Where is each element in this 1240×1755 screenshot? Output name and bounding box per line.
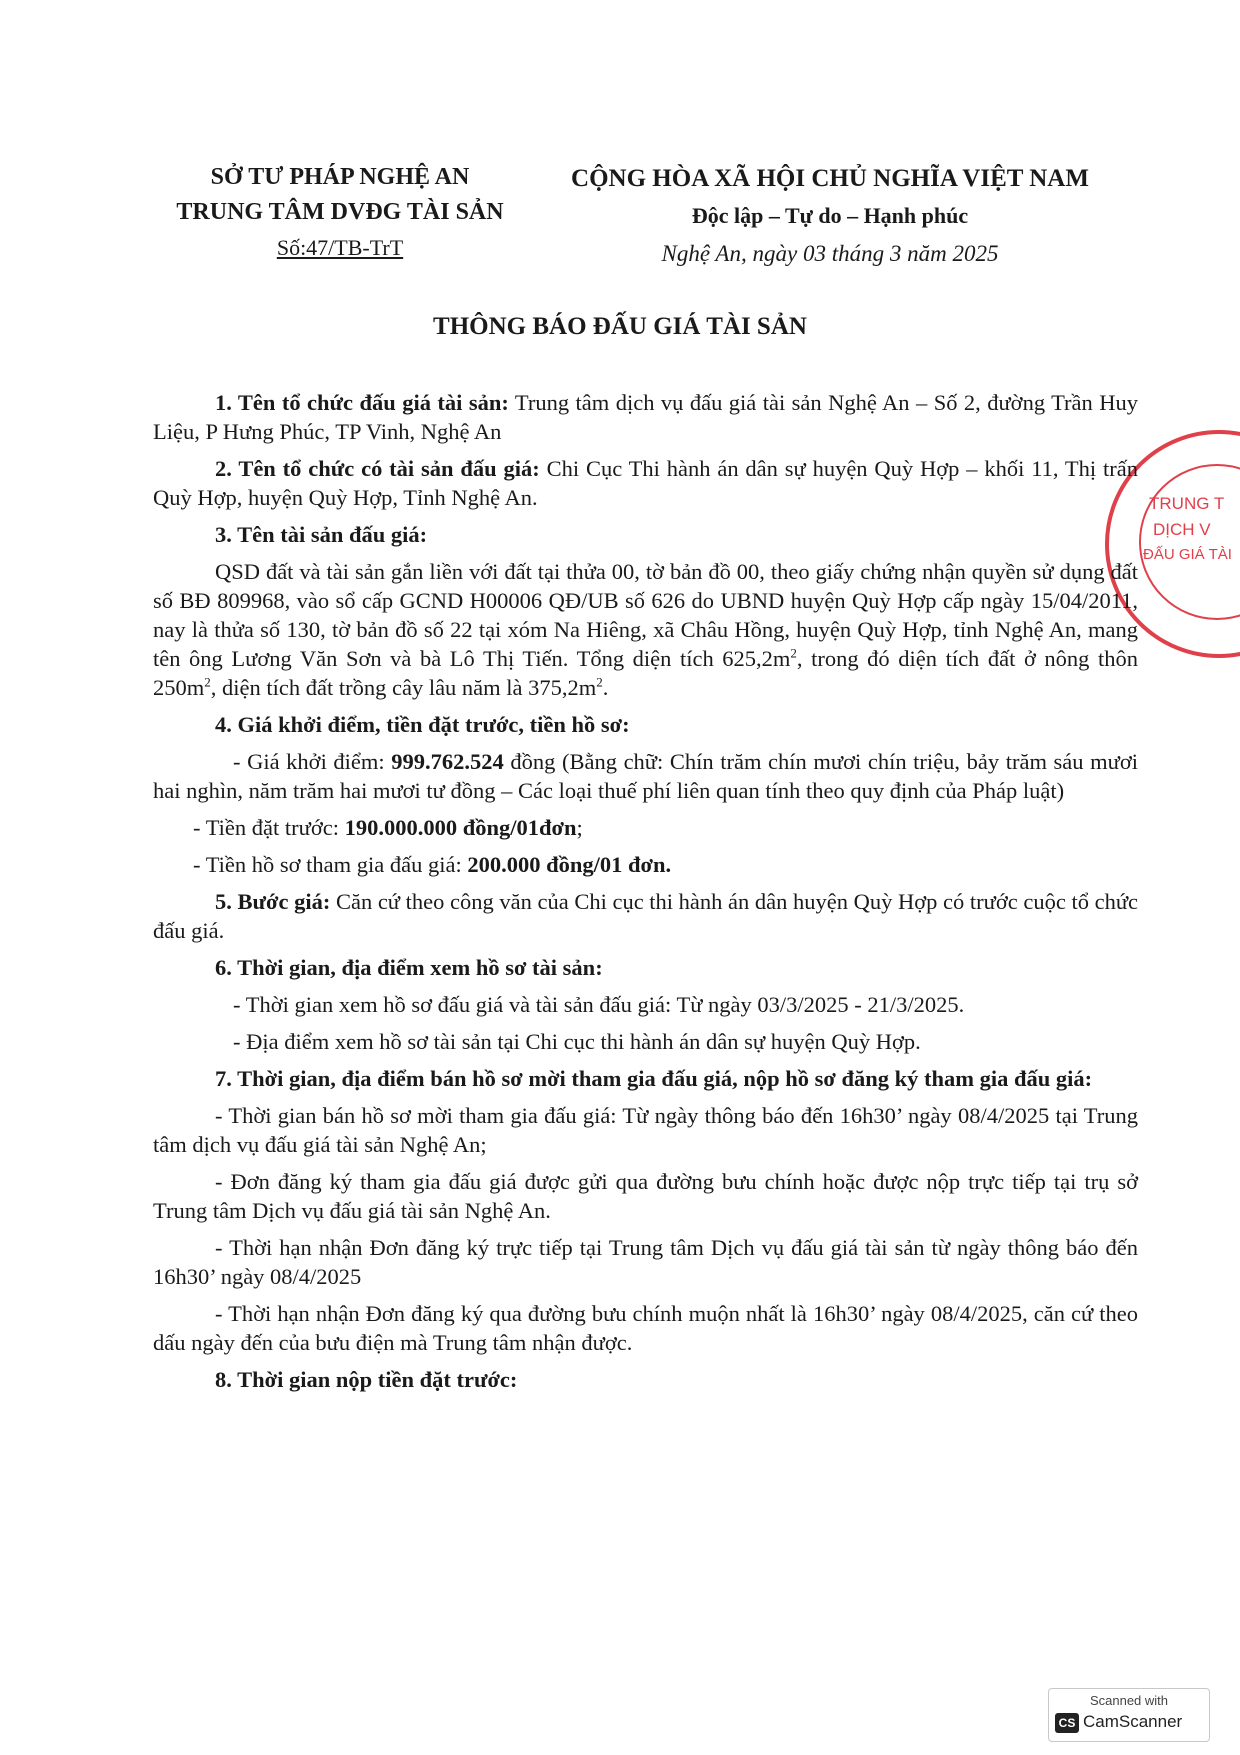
- section-2: [153, 454, 1138, 512]
- section-8-heading: [153, 1365, 1138, 1394]
- deposit-value: 190.000.000 đồng/01đơn: [344, 815, 577, 840]
- section-3-text: [153, 557, 1138, 702]
- document-body: [153, 388, 1138, 1402]
- section-2-label: 2. Tên tổ chức có tài sản đấu giá:: [215, 456, 540, 481]
- deposit-label: - Tiền đặt trước:: [193, 815, 345, 840]
- starting-price: [153, 747, 1138, 805]
- section-3-heading: [153, 520, 1138, 549]
- section-4-heading: [153, 710, 1138, 739]
- superscript-2: 2: [596, 674, 603, 690]
- section-7-line-1: - Thời gian bán hồ sơ mời tham gia đấu giá: Từ ngày thông báo đến 16h30’ ngày 08/4/2025 tại Trung tâm dịch vụ đấu giá tài sản Nghệ An;: [153, 1103, 1138, 1157]
- deposit: [153, 813, 1138, 842]
- scanner-name: CamScanner: [1083, 1712, 1183, 1731]
- stamp-text-3: ĐẤU GIÁ TÀI: [1143, 546, 1232, 563]
- scanner-caption: Scanned with: [1089, 1693, 1169, 1708]
- section-8-label: 8. Thời gian nộp tiền đặt trước:: [215, 1367, 518, 1392]
- section-7-line-3: - Thời hạn nhận Đơn đăng ký trực tiếp tại Trung tâm Dịch vụ đấu giá tài sản từ ngày thông báo đến 16h30’ ngày 08/4/2025: [153, 1235, 1138, 1289]
- stamp-text-1: TRUNG T: [1149, 494, 1225, 513]
- national-motto: Độc lập – Tự do – Hạnh phúc: [691, 203, 969, 228]
- dossier-fee-value: 200.000 đồng/01 đơn.: [467, 852, 672, 877]
- document-number: Số:47/TB-TrT: [276, 235, 404, 260]
- section-7-line-4: - Thời hạn nhận Đơn đăng ký qua đường bưu chính muộn nhất là 16h30’ ngày 08/4/2025, căn cứ theo dấu ngày đến của bưu điện mà Trung tâm nhận được.: [153, 1301, 1138, 1355]
- section-2-text: Chi Cục Thi hành án dân sự huyện Quỳ Hợp – khối 11, Thị trấn Quỳ Hợp, huyện Quỳ Hợp, Tỉnh Nghệ An.: [153, 456, 1139, 510]
- asset-description-a: QSD đất và tài sản gắn liền với đất tại thửa 00, tờ bản đồ 00, theo giấy chứng nhận quyền sử dụng đất số BĐ 809968, vào sổ cấp GCND H00006 QĐ/UB số 626 do UBND huyện Quỳ Hợp cấp ngày 15/04/2011, nay là thửa số 130, tờ bản đồ số 22 tại xóm Na Hiêng, xã Châu Hồng, huyện Quỳ Hợp, tỉnh Nghệ An, mang tên ông Lương Văn Sơn và bà Lô Thị Tiến. Tổng diện tích 625,2m: [153, 559, 1138, 671]
- ministry-name: SỞ TƯ PHÁP NGHỆ AN: [210, 164, 470, 190]
- section-7-heading: [153, 1064, 1138, 1093]
- camscanner-logo-icon: CS: [1055, 1713, 1079, 1733]
- section-6-line-2: - Địa điểm xem hồ sơ tài sản tại Chi cục thi hành án dân sự huyện Quỳ Hợp.: [233, 1029, 921, 1054]
- section-6-line-1: - Thời gian xem hồ sơ đấu giá và tài sản đấu giá: Từ ngày 03/3/2025 - 21/3/2025.: [233, 992, 965, 1017]
- dossier-fee: [153, 850, 1138, 879]
- national-header: [560, 160, 1100, 274]
- superscript-2: 2: [204, 674, 211, 690]
- camscanner-watermark: [1048, 1688, 1210, 1742]
- agency-header: [150, 160, 530, 265]
- asset-description-b: , trong đó diện tích đất ở nông thôn 250m: [153, 646, 1138, 700]
- asset-description-c: , diện tích đất trồng cây lâu năm là 375,2m: [210, 675, 597, 700]
- starting-price-value: 999.762.524: [391, 749, 504, 774]
- section-1-text: Trung tâm dịch vụ đấu giá tài sản Nghệ An – Số 2, đường Trần Huy Liệu, P Hưng Phúc, TP Vinh, Nghệ An: [153, 390, 1138, 444]
- asset-description-d: .: [602, 675, 609, 700]
- starting-price-words: đồng (Bằng chữ: Chín trăm chín mươi chín triệu, bảy trăm sáu mươi hai nghìn, năm trăm hai mươi tư đồng – Các loại thuế phí liên quan tính theo quy định của Pháp luật): [153, 749, 1138, 803]
- deposit-suffix: ;: [576, 815, 583, 840]
- section-6-heading: [153, 953, 1138, 982]
- national-title: CỘNG HÒA XÃ HỘI CHỦ NGHĨA VIỆT NAM: [571, 165, 1089, 192]
- document-date: Nghệ An, ngày 03 tháng 3 năm 2025: [661, 241, 999, 266]
- starting-price-label: - Giá khởi điểm:: [233, 749, 392, 774]
- section-5-label: 5. Bước giá:: [215, 889, 331, 914]
- section-7-line-2: - Đơn đăng ký tham gia đấu giá được gửi qua đường bưu chính hoặc được nộp trực tiếp tại trụ sở Trung tâm Dịch vụ đấu giá tài sản Nghệ An.: [153, 1169, 1138, 1223]
- section-5-text: Căn cứ theo công văn của Chi cục thi hành án dân huyện Quỳ Hợp có trước cuộc tổ chức đấu giá.: [153, 889, 1138, 943]
- section-6-label: 6. Thời gian, địa điểm xem hồ sơ tài sản:: [215, 955, 603, 980]
- center-name: TRUNG TÂM DVĐG TÀI SẢN: [176, 199, 504, 225]
- section-5: [153, 887, 1138, 945]
- section-1-label: 1. Tên tổ chức đấu giá tài sản:: [215, 390, 509, 415]
- document-title: THÔNG BÁO ĐẤU GIÁ TÀI SẢN: [433, 313, 807, 340]
- section-4-label: 4. Giá khởi điểm, tiền đặt trước, tiền hồ sơ:: [215, 712, 630, 737]
- stamp-text-2: DỊCH V: [1153, 520, 1211, 539]
- superscript-2: 2: [790, 645, 797, 661]
- section-1: [153, 388, 1138, 446]
- section-3-label: 3. Tên tài sản đấu giá:: [215, 522, 428, 547]
- section-7-label: 7. Thời gian, địa điểm bán hồ sơ mời tham gia đấu giá, nộp hồ sơ đăng ký tham gia đấu giá:: [215, 1066, 1093, 1091]
- dossier-fee-label: - Tiền hồ sơ tham gia đấu giá:: [193, 852, 468, 877]
